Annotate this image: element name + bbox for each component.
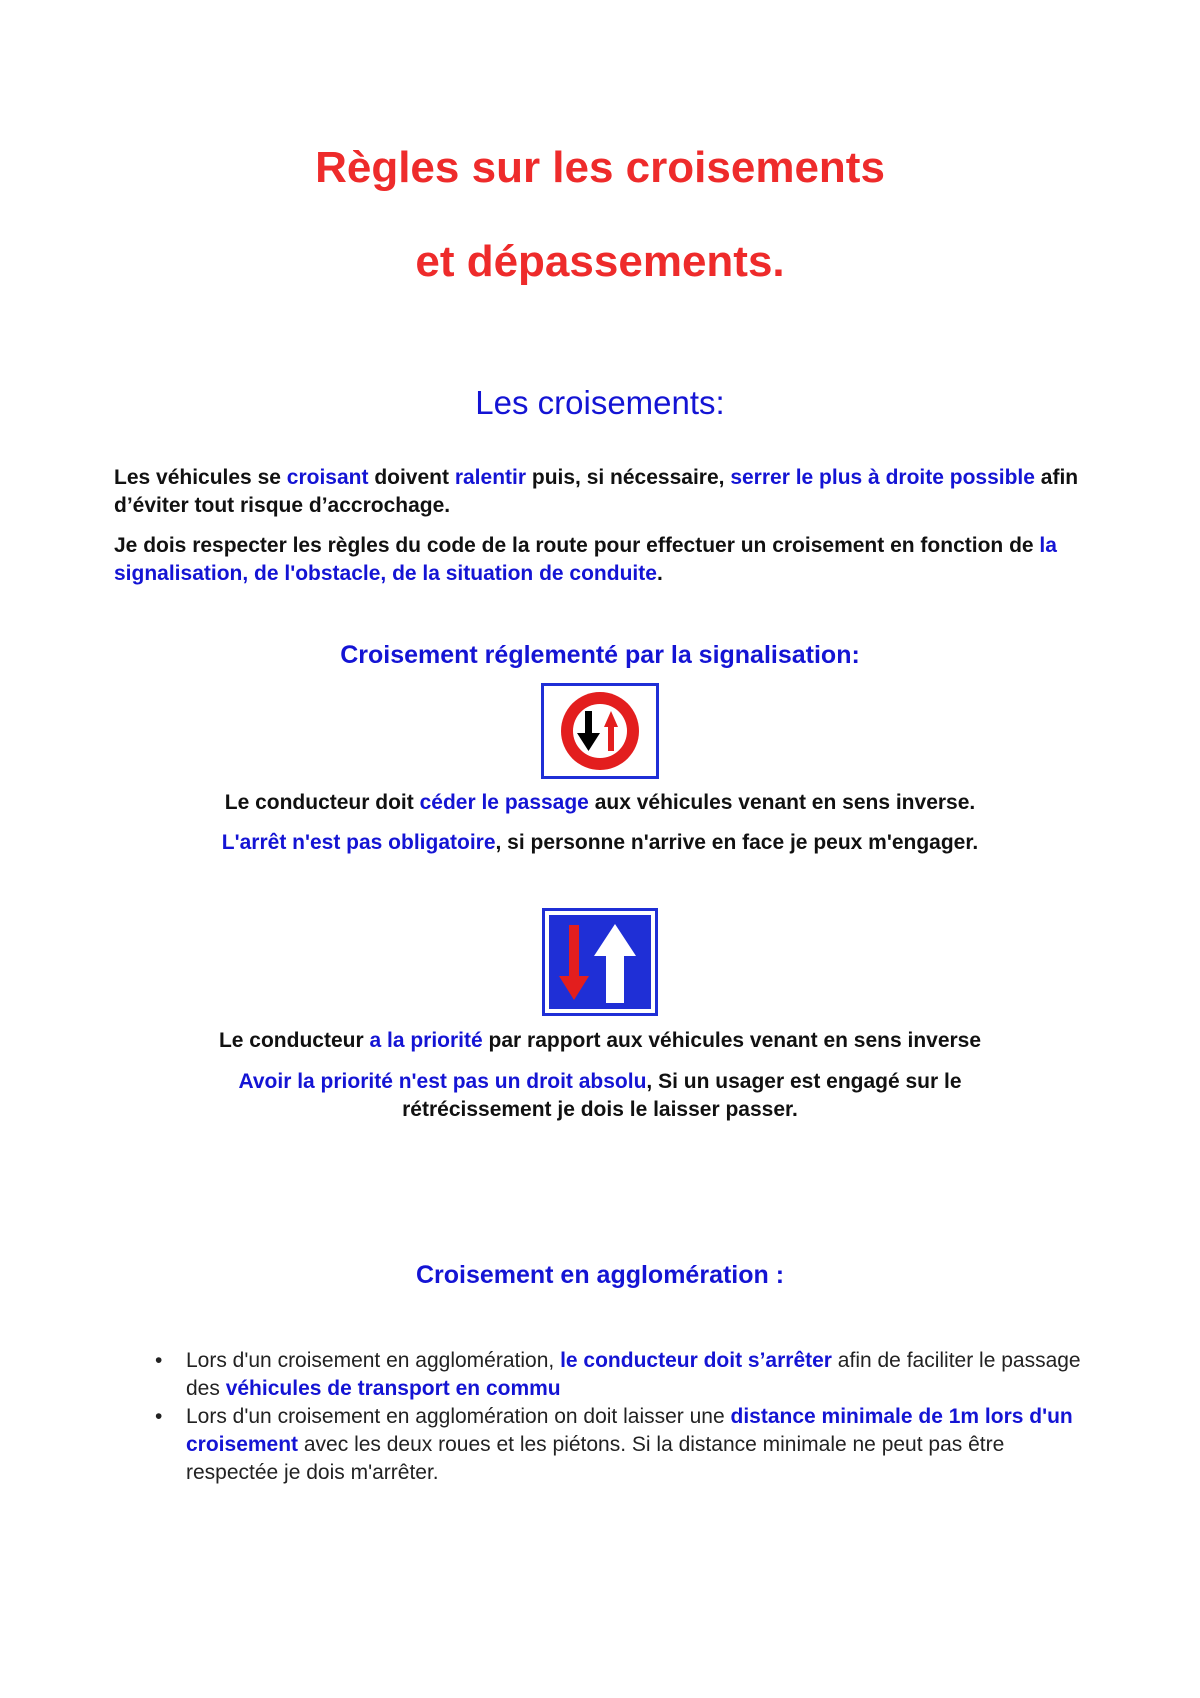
title-line-2: et dépassements. bbox=[415, 237, 785, 286]
list-item: • Lors d'un croisement en agglomération on doit laisser une distance minimale de 1m lors d'un croisement avec les deux roues et les piétons. Si la distance minimale ne peut pas être respectée je dois m'arrêter. bbox=[155, 1405, 1073, 1484]
bullet-icon: • bbox=[155, 1405, 163, 1428]
heading-les-croisements: Les croisements: bbox=[475, 384, 725, 421]
paragraph-respect-regles: Je dois respecter les règles du code de la route pour effectuer un croisement en fonction de la signalisation, de l'obstacle, de la situation de conduite. bbox=[114, 534, 1057, 585]
sign1-explanation-line2: L'arrêt n'est pas obligatoire, si personne n'arrive en face je peux m'engager. bbox=[221, 831, 979, 854]
paragraph-croisement-intro: Les véhicules se croisant doivent ralentir puis, si nécessaire, serrer le plus à droite possible afin d’éviter tout risque d’accrochage. bbox=[114, 466, 1079, 517]
sign1-explanation-line1: Le conducteur doit céder le passage aux véhicules venant en sens inverse. bbox=[224, 791, 976, 814]
title-line-1: Règles sur les croisements bbox=[315, 143, 885, 192]
sign2-explanation-line1: Le conducteur a la priorité par rapport aux véhicules venant en sens inverse bbox=[218, 1029, 982, 1052]
sign2-explanation-line2: Avoir la priorité n'est pas un droit absolu, Si un usager est engagé sur le rétrécissement je dois le laisser passer. bbox=[238, 1070, 962, 1121]
heading-croisement-signalisation: Croisement réglementé par la signalisation: bbox=[340, 641, 860, 669]
heading-croisement-agglomeration: Croisement en agglomération : bbox=[415, 1261, 785, 1289]
list-item: • Lors d'un croisement en agglomération, le conducteur doit s’arrêter afin de faciliter le passage des véhicules de transport en commu bbox=[155, 1349, 1081, 1400]
priority-over-oncoming-sign-icon bbox=[542, 908, 658, 1016]
sign-give-way-oncoming bbox=[0, 683, 1200, 779]
bullet-icon: • bbox=[155, 1349, 163, 1372]
agglomeration-bullet-list bbox=[150, 1347, 1090, 1487]
give-way-oncoming-sign-icon bbox=[541, 683, 659, 779]
sign-priority-over-oncoming bbox=[0, 908, 1200, 1016]
